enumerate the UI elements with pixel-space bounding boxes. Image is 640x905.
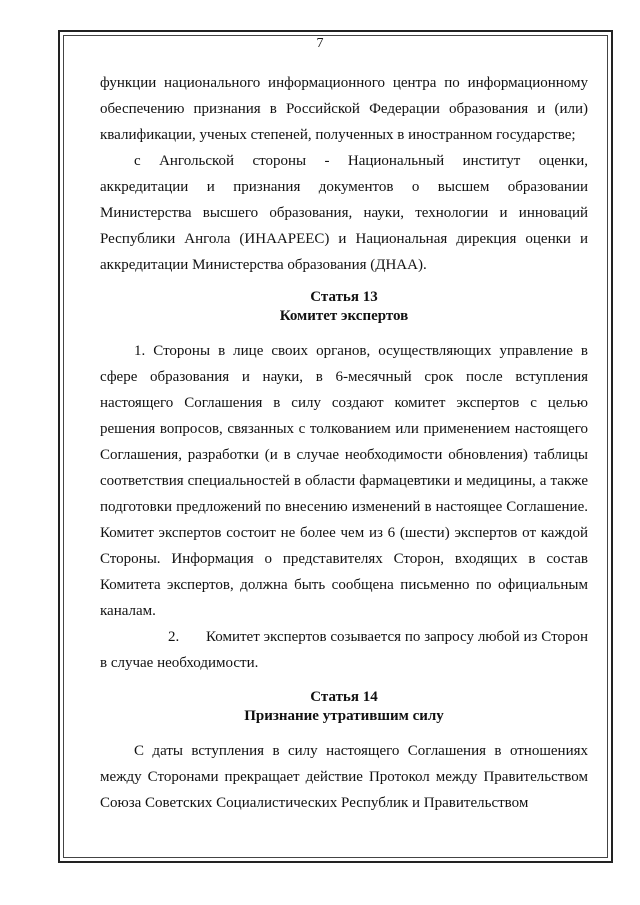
article-13-paragraph-1: 1. Стороны в лице своих органов, осуществляющих управление в сфере образования и науки, в 6-месячный срок после вступления настоящего Соглашения в силу создают комитет экспертов с целью решения вопросов, связанных с толкованием или применением настоящего Соглашения, разработки (и в случае необходимости обновления) таблицы соответствия специальностей в области фармацевтики и медицины, а также подготовки предложений по внесению изменений в настоящее Соглашение. Комитет экспертов состоит не более чем из 6 (шести) экспертов от каждой Стороны. Информация о представителях Сторон, входящих в состав Комитета экспертов, должна быть сообщена письменно по официальным каналам. xyxy=(100,343,588,619)
article-14-paragraph-1: С даты вступления в силу настоящего Соглашения в отношениях между Сторонами прекращает действие Протокол между Правительством Союза Советских Социалистических Республик и Правительством xyxy=(100,743,588,811)
article-13-title: Комитет экспертов xyxy=(279,308,409,324)
article-13-paragraph-2-text: Комитет экспертов созывается по запросу любой из Сторон в случае необходимости. xyxy=(100,629,588,671)
intro-paragraph-1: функции национального информационного центра по информационному обеспечению признания в Российской Федерации образования и (или) квалификации, ученых степеней, полученных в иностранном государстве; xyxy=(100,75,588,143)
document-body xyxy=(100,70,588,816)
article-13-paragraph-2-number: 2. xyxy=(168,629,180,645)
article-14-heading xyxy=(100,688,588,726)
article-13-number: Статья 13 xyxy=(310,289,378,305)
page-number: 7 xyxy=(316,36,324,51)
article-14-title: Признание утратившим силу xyxy=(244,708,444,724)
intro-paragraph-2: с Ангольской стороны - Национальный институт оценки, аккредитации и признания документов о высшем образовании Министерства высшего образования, науки, технологии и инноваций Республики Ангола (ИНААРЕЕС) и Национальная дирекция оценки и аккредитации Министерства образования (ДНАА). xyxy=(100,153,588,273)
article-14-number: Статья 14 xyxy=(310,689,378,705)
article-13-paragraph-2 xyxy=(100,624,588,676)
article-13-heading xyxy=(100,288,588,326)
